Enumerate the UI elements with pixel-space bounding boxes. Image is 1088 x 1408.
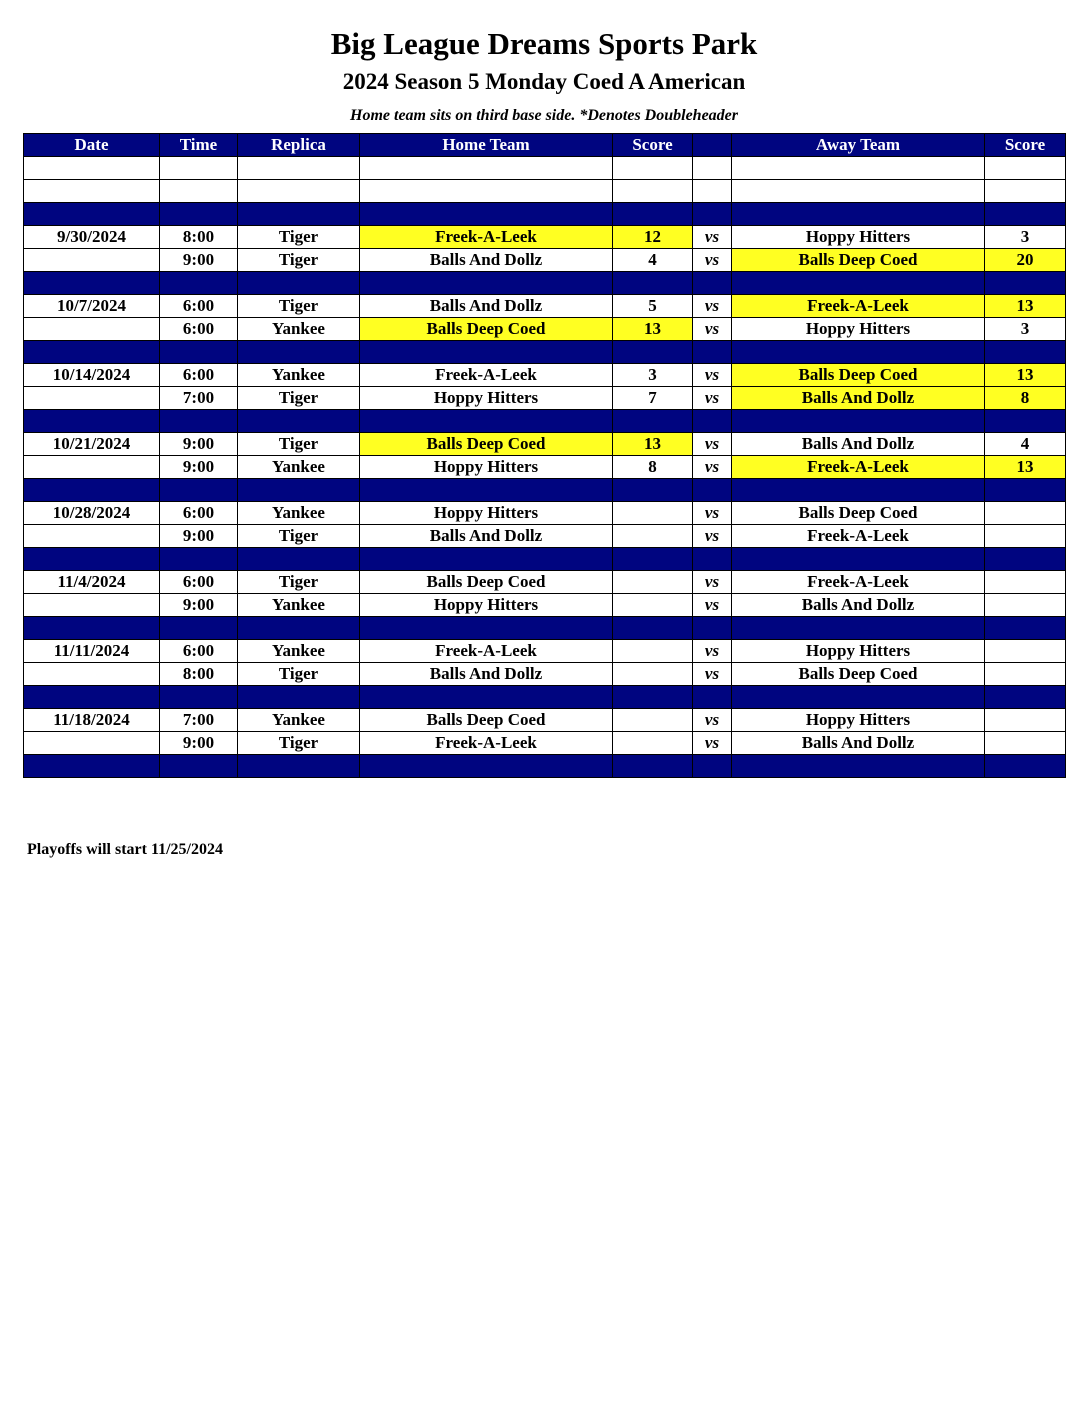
away-score-cell — [985, 502, 1066, 525]
game-row — [24, 525, 1066, 548]
replica-cell: Tiger — [238, 295, 360, 318]
home-score-cell — [613, 410, 693, 433]
date-cell: 10/14/2024 — [24, 364, 160, 387]
header-row — [24, 134, 1066, 157]
vs-cell: vs — [693, 295, 732, 318]
away-team-cell — [732, 617, 985, 640]
vs-cell: vs — [693, 387, 732, 410]
home-score-cell — [613, 594, 693, 617]
date-cell — [24, 594, 160, 617]
separator-row — [24, 410, 1066, 433]
column-header-away-score: Score — [985, 134, 1066, 157]
away-score-cell: 20 — [985, 249, 1066, 272]
vs-cell: vs — [693, 663, 732, 686]
schedule-body — [24, 157, 1066, 778]
separator-row — [24, 548, 1066, 571]
away-score-cell — [985, 594, 1066, 617]
date-cell: 11/4/2024 — [24, 571, 160, 594]
away-team-cell: Hoppy Hitters — [732, 709, 985, 732]
time-cell: 8:00 — [160, 663, 238, 686]
vs-cell: vs — [693, 640, 732, 663]
column-header-date: Date — [24, 134, 160, 157]
home-team-cell — [360, 755, 613, 778]
time-cell — [160, 479, 238, 502]
home-team-cell: Balls Deep Coed — [360, 709, 613, 732]
date-cell — [24, 525, 160, 548]
date-cell — [24, 180, 160, 203]
replica-cell — [238, 755, 360, 778]
time-cell: 9:00 — [160, 456, 238, 479]
home-score-cell: 5 — [613, 295, 693, 318]
home-team-cell: Balls Deep Coed — [360, 571, 613, 594]
replica-cell: Tiger — [238, 525, 360, 548]
replica-cell — [238, 410, 360, 433]
time-cell — [160, 341, 238, 364]
time-cell — [160, 180, 238, 203]
away-score-cell — [985, 341, 1066, 364]
replica-cell: Yankee — [238, 640, 360, 663]
replica-cell: Yankee — [238, 709, 360, 732]
vs-cell — [693, 272, 732, 295]
home-score-cell — [613, 686, 693, 709]
home-score-cell — [613, 157, 693, 180]
away-score-cell — [985, 640, 1066, 663]
home-team-cell: Freek-A-Leek — [360, 364, 613, 387]
separator-row — [24, 341, 1066, 364]
date-cell: 11/18/2024 — [24, 709, 160, 732]
home-score-cell — [613, 180, 693, 203]
away-team-cell: Hoppy Hitters — [732, 640, 985, 663]
game-row — [24, 295, 1066, 318]
away-team-cell — [732, 203, 985, 226]
replica-cell — [238, 341, 360, 364]
home-score-cell: 13 — [613, 318, 693, 341]
game-row — [24, 226, 1066, 249]
replica-cell — [238, 180, 360, 203]
home-score-cell — [613, 502, 693, 525]
replica-cell — [238, 157, 360, 180]
separator-row — [24, 686, 1066, 709]
time-cell — [160, 272, 238, 295]
home-team-cell: Balls And Dollz — [360, 295, 613, 318]
vs-cell: vs — [693, 732, 732, 755]
column-header-home-team: Home Team — [360, 134, 613, 157]
vs-cell: vs — [693, 571, 732, 594]
time-cell: 8:00 — [160, 226, 238, 249]
away-score-cell: 13 — [985, 364, 1066, 387]
time-cell: 9:00 — [160, 732, 238, 755]
date-cell — [24, 479, 160, 502]
home-score-cell — [613, 755, 693, 778]
away-team-cell: Freek-A-Leek — [732, 295, 985, 318]
home-score-cell — [613, 617, 693, 640]
away-score-cell — [985, 410, 1066, 433]
home-team-cell: Balls Deep Coed — [360, 318, 613, 341]
schedule-table — [23, 133, 1066, 778]
date-cell — [24, 663, 160, 686]
away-score-cell — [985, 663, 1066, 686]
column-header-away-team: Away Team — [732, 134, 985, 157]
page-subtitle: 2024 Season 5 Monday Coed A American — [342, 69, 746, 94]
time-cell: 6:00 — [160, 295, 238, 318]
away-score-cell — [985, 180, 1066, 203]
home-score-cell — [613, 525, 693, 548]
home-score-cell: 12 — [613, 226, 693, 249]
date-cell — [24, 617, 160, 640]
home-team-cell: Balls And Dollz — [360, 525, 613, 548]
home-team-cell: Freek-A-Leek — [360, 732, 613, 755]
vs-cell: vs — [693, 594, 732, 617]
away-score-cell — [985, 709, 1066, 732]
vs-cell — [693, 180, 732, 203]
date-cell — [24, 157, 160, 180]
away-team-cell — [732, 410, 985, 433]
home-score-cell: 3 — [613, 364, 693, 387]
home-score-cell — [613, 732, 693, 755]
away-team-cell — [732, 548, 985, 571]
game-row — [24, 594, 1066, 617]
home-team-cell: Hoppy Hitters — [360, 594, 613, 617]
game-row — [24, 709, 1066, 732]
away-team-cell: Hoppy Hitters — [732, 318, 985, 341]
home-score-cell — [613, 272, 693, 295]
home-score-cell: 13 — [613, 433, 693, 456]
date-cell — [24, 548, 160, 571]
home-team-cell: Hoppy Hitters — [360, 387, 613, 410]
date-cell — [24, 387, 160, 410]
time-cell: 7:00 — [160, 709, 238, 732]
replica-cell — [238, 548, 360, 571]
column-header-replica: Replica — [238, 134, 360, 157]
game-row — [24, 640, 1066, 663]
replica-cell: Tiger — [238, 663, 360, 686]
replica-cell: Yankee — [238, 502, 360, 525]
vs-cell: vs — [693, 502, 732, 525]
home-score-cell — [613, 548, 693, 571]
time-cell — [160, 157, 238, 180]
home-team-cell — [360, 180, 613, 203]
vs-cell — [693, 548, 732, 571]
vs-cell — [693, 203, 732, 226]
away-score-cell — [985, 617, 1066, 640]
column-header-time: Time — [160, 134, 238, 157]
home-team-cell: Hoppy Hitters — [360, 456, 613, 479]
home-team-cell: Balls And Dollz — [360, 249, 613, 272]
away-score-cell — [985, 272, 1066, 295]
time-cell: 9:00 — [160, 594, 238, 617]
away-score-cell — [985, 479, 1066, 502]
time-cell — [160, 617, 238, 640]
replica-cell: Tiger — [238, 732, 360, 755]
away-team-cell: Freek-A-Leek — [732, 571, 985, 594]
date-cell — [24, 272, 160, 295]
date-cell — [24, 456, 160, 479]
away-team-cell: Hoppy Hitters — [732, 226, 985, 249]
date-cell — [24, 203, 160, 226]
away-score-cell: 13 — [985, 456, 1066, 479]
away-team-cell — [732, 479, 985, 502]
home-team-cell — [360, 157, 613, 180]
replica-cell: Yankee — [238, 456, 360, 479]
time-cell: 9:00 — [160, 525, 238, 548]
replica-cell — [238, 203, 360, 226]
replica-cell: Tiger — [238, 249, 360, 272]
page-note: Home team sits on third base side. *Denotes Doubleheader — [350, 107, 738, 124]
vs-cell — [693, 755, 732, 778]
away-score-cell — [985, 571, 1066, 594]
vs-cell: vs — [693, 364, 732, 387]
game-row — [24, 249, 1066, 272]
playoffs-note: Playoffs will start 11/25/2024 — [27, 841, 223, 858]
vs-cell: vs — [693, 456, 732, 479]
replica-cell — [238, 617, 360, 640]
date-cell: 11/11/2024 — [24, 640, 160, 663]
away-team-cell — [732, 341, 985, 364]
away-team-cell — [732, 272, 985, 295]
home-score-cell — [613, 341, 693, 364]
away-score-cell: 3 — [985, 318, 1066, 341]
home-score-cell: 8 — [613, 456, 693, 479]
home-team-cell: Balls And Dollz — [360, 663, 613, 686]
away-score-cell: 8 — [985, 387, 1066, 410]
replica-cell: Tiger — [238, 433, 360, 456]
away-team-cell: Balls Deep Coed — [732, 663, 985, 686]
game-row — [24, 571, 1066, 594]
blank-row — [24, 157, 1066, 180]
home-score-cell: 7 — [613, 387, 693, 410]
date-cell — [24, 755, 160, 778]
away-team-cell: Freek-A-Leek — [732, 525, 985, 548]
separator-row — [24, 272, 1066, 295]
date-cell: 10/28/2024 — [24, 502, 160, 525]
home-team-cell — [360, 341, 613, 364]
date-cell: 9/30/2024 — [24, 226, 160, 249]
replica-cell — [238, 479, 360, 502]
game-row — [24, 387, 1066, 410]
time-cell: 7:00 — [160, 387, 238, 410]
away-team-cell — [732, 157, 985, 180]
away-team-cell — [732, 180, 985, 203]
home-team-cell: Balls Deep Coed — [360, 433, 613, 456]
home-team-cell: Hoppy Hitters — [360, 502, 613, 525]
replica-cell — [238, 272, 360, 295]
vs-cell: vs — [693, 249, 732, 272]
time-cell — [160, 203, 238, 226]
date-cell: 10/7/2024 — [24, 295, 160, 318]
replica-cell — [238, 686, 360, 709]
time-cell: 6:00 — [160, 502, 238, 525]
page-title: Big League Dreams Sports Park — [330, 26, 758, 61]
game-row — [24, 318, 1066, 341]
vs-cell: vs — [693, 226, 732, 249]
home-score-cell — [613, 709, 693, 732]
away-score-cell — [985, 548, 1066, 571]
away-score-cell: 13 — [985, 295, 1066, 318]
vs-cell: vs — [693, 433, 732, 456]
time-cell — [160, 410, 238, 433]
replica-cell: Tiger — [238, 571, 360, 594]
game-row — [24, 456, 1066, 479]
away-score-cell — [985, 686, 1066, 709]
separator-row — [24, 479, 1066, 502]
home-team-cell — [360, 410, 613, 433]
column-header-vs — [693, 134, 732, 157]
away-team-cell: Balls Deep Coed — [732, 249, 985, 272]
time-cell: 9:00 — [160, 433, 238, 456]
column-header-home-score: Score — [613, 134, 693, 157]
home-team-cell — [360, 203, 613, 226]
time-cell: 6:00 — [160, 640, 238, 663]
time-cell: 6:00 — [160, 318, 238, 341]
replica-cell: Yankee — [238, 318, 360, 341]
home-team-cell: Freek-A-Leek — [360, 226, 613, 249]
away-score-cell — [985, 525, 1066, 548]
home-team-cell — [360, 548, 613, 571]
separator-row — [24, 755, 1066, 778]
away-team-cell: Balls Deep Coed — [732, 364, 985, 387]
vs-cell — [693, 479, 732, 502]
time-cell — [160, 548, 238, 571]
away-team-cell: Balls And Dollz — [732, 387, 985, 410]
away-score-cell — [985, 203, 1066, 226]
date-cell — [24, 686, 160, 709]
home-team-cell — [360, 479, 613, 502]
time-cell: 6:00 — [160, 364, 238, 387]
game-row — [24, 663, 1066, 686]
away-score-cell — [985, 732, 1066, 755]
home-score-cell: 4 — [613, 249, 693, 272]
away-team-cell: Balls And Dollz — [732, 594, 985, 617]
vs-cell — [693, 686, 732, 709]
game-row — [24, 732, 1066, 755]
game-row — [24, 433, 1066, 456]
away-team-cell — [732, 755, 985, 778]
home-team-cell: Freek-A-Leek — [360, 640, 613, 663]
away-score-cell — [985, 755, 1066, 778]
vs-cell: vs — [693, 525, 732, 548]
away-score-cell: 3 — [985, 226, 1066, 249]
home-score-cell — [613, 640, 693, 663]
vs-cell — [693, 157, 732, 180]
time-cell: 6:00 — [160, 571, 238, 594]
replica-cell: Yankee — [238, 364, 360, 387]
game-row — [24, 502, 1066, 525]
date-cell — [24, 341, 160, 364]
away-team-cell: Freek-A-Leek — [732, 456, 985, 479]
home-team-cell — [360, 617, 613, 640]
date-cell — [24, 318, 160, 341]
date-cell: 10/21/2024 — [24, 433, 160, 456]
away-team-cell: Balls And Dollz — [732, 433, 985, 456]
replica-cell: Tiger — [238, 226, 360, 249]
time-cell: 9:00 — [160, 249, 238, 272]
schedule-header — [24, 134, 1066, 157]
home-team-cell — [360, 272, 613, 295]
game-row — [24, 364, 1066, 387]
vs-cell: vs — [693, 709, 732, 732]
away-team-cell: Balls And Dollz — [732, 732, 985, 755]
vs-cell — [693, 410, 732, 433]
date-cell — [24, 249, 160, 272]
home-score-cell — [613, 571, 693, 594]
away-score-cell: 4 — [985, 433, 1066, 456]
time-cell — [160, 755, 238, 778]
date-cell — [24, 410, 160, 433]
home-score-cell — [613, 203, 693, 226]
separator-row — [24, 617, 1066, 640]
away-team-cell — [732, 686, 985, 709]
home-score-cell — [613, 663, 693, 686]
vs-cell: vs — [693, 318, 732, 341]
date-cell — [24, 732, 160, 755]
replica-cell: Yankee — [238, 594, 360, 617]
separator-row — [24, 203, 1066, 226]
vs-cell — [693, 341, 732, 364]
vs-cell — [693, 617, 732, 640]
home-team-cell — [360, 686, 613, 709]
away-score-cell — [985, 157, 1066, 180]
blank-row — [24, 180, 1066, 203]
home-score-cell — [613, 479, 693, 502]
away-team-cell: Balls Deep Coed — [732, 502, 985, 525]
replica-cell: Tiger — [238, 387, 360, 410]
time-cell — [160, 686, 238, 709]
